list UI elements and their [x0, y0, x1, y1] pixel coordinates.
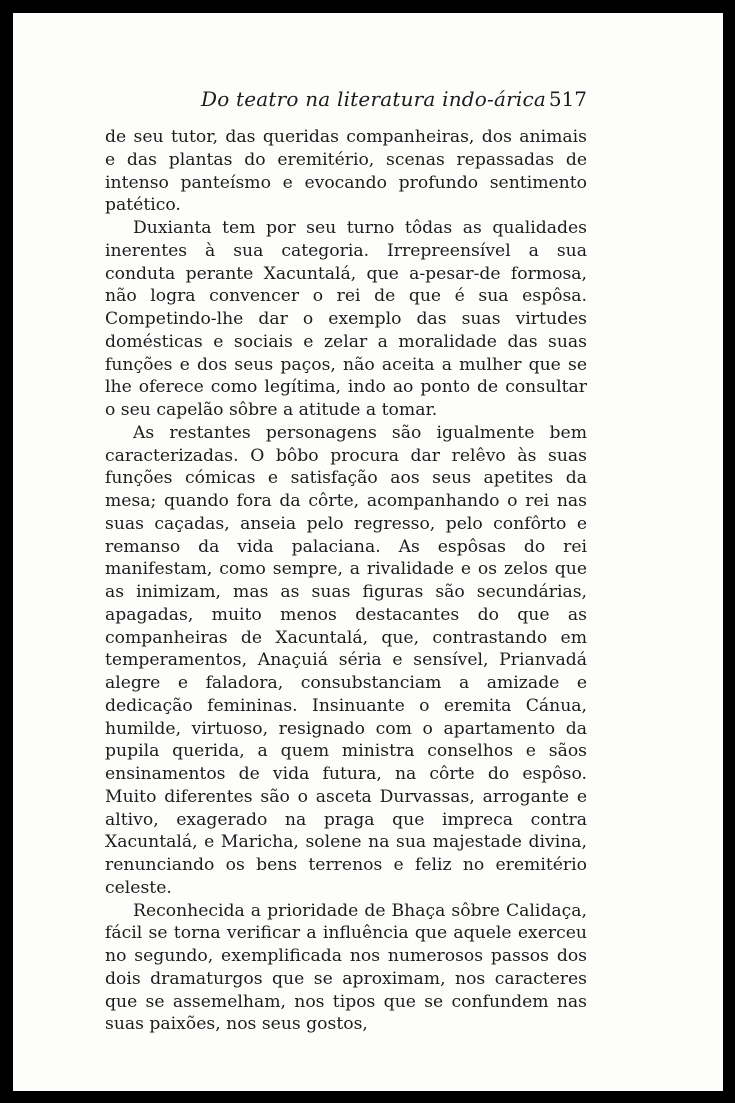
paragraph: As restantes personagens são igualmente bem caracterizadas. O bôbo procura dar relêvo às suas funções cómicas e satisfação aos seus apetites da mesa; quando fora da côrte, acompanhando o rei nas suas caçadas, anseia pelo regresso, pelo confôrto e remanso da vida palaciana. As espôsas do rei manifestam, como sempre, a rivalidade e os zelos que as inimizam, mas as suas figuras são secundárias, apagadas, muito menos destacantes do que as companheiras de Xacuntalá, que, contrastando em temperamentos, Anaçuiá séria e sensível, Prianvadá alegre e faladora, consubstanciam a amizade e dedicação femininas. Insinuante o eremita Cánua, humilde, virtuoso, resignado com o apartamento da pupila querida, a quem ministra conselhos e sãos ensinamentos de vida futura, na côrte do espôso. Muito diferentes são o asceta Durvassas, arrogante e altivo, exagerado na praga que impreca contra Xacuntalá, e Maricha, solene na sua majestade divina, renunciando os bens terrenos e feliz no eremitério celeste.	[105, 422, 587, 898]
body-text	[105, 126, 587, 1036]
page-number: 517	[548, 87, 587, 111]
paragraph: Duxianta tem por seu turno tôdas as qualidades inerentes à sua categoria. Irrepreensível a sua conduta perante Xacuntalá, que a-pesar-de formosa, não logra convencer o rei de que é sua espôsa. Competindo-lhe dar o exemplo das suas virtudes domésticas e sociais e zelar a moralidade das suas funções e dos seus paços, não aceita a mulher que se lhe oferece como legítima, indo ao ponto de consultar o seu capelão sôbre a atitude a tomar.	[105, 218, 587, 420]
book-page	[13, 13, 723, 1091]
paragraph: de seu tutor, das queridas companheiras, dos animais e das plantas do eremitério, scenas repassadas de intenso panteísmo e evocando profundo sentimento patético.	[105, 127, 587, 216]
paragraph: Reconhecida a prioridade de Bhaça sôbre Calidaça, fácil se torna verificar a influência que aquele exerceu no segundo, exemplificada nos numerosos passos dos dois dramaturgos que se aproximam, nos caracteres que se assemelham, nos tipos que se confundem nas suas paixões, nos seus gostos,	[105, 900, 587, 1035]
running-header	[105, 87, 587, 117]
running-title: Do teatro na literatura indo-árica	[201, 87, 546, 111]
